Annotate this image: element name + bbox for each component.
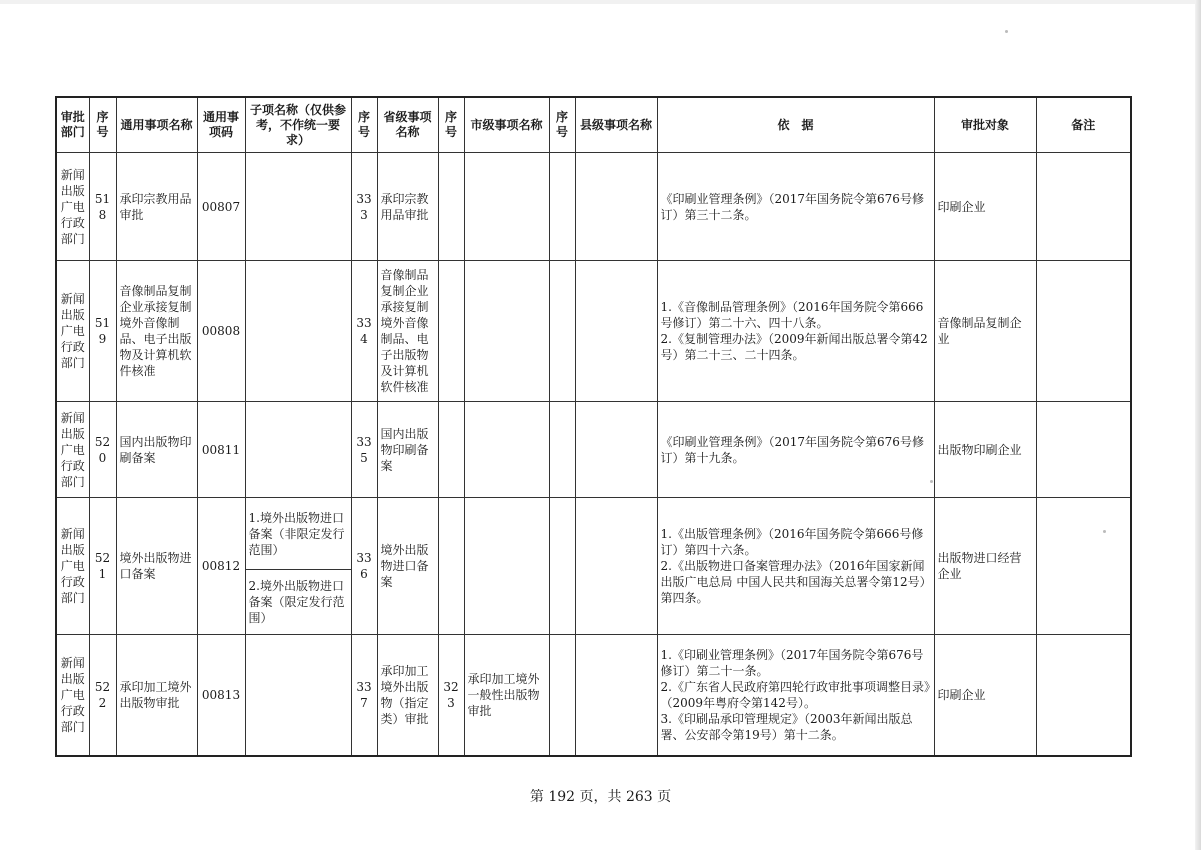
cell-prov-seq: 336	[351, 498, 377, 635]
cell-remark	[1036, 261, 1131, 402]
cell-county-seq	[549, 498, 575, 635]
header-county-seq: 序号	[549, 97, 575, 153]
cell-county-name	[575, 635, 657, 756]
basis-line: 1.《音像制品管理条例》（2016年国务院令第666号修订）第二十六、四十八条。	[660, 300, 924, 330]
cell-sub-name	[245, 635, 351, 756]
cell-item-name: 承印加工境外出版物审批	[116, 635, 197, 756]
cell-item-code: 00807	[197, 153, 245, 261]
cell-sub-name	[245, 153, 351, 261]
cell-dept: 新闻出版广电行政部门	[56, 261, 89, 402]
cell-basis	[657, 153, 934, 261]
cell-city-name	[464, 402, 549, 498]
cell-county-name	[575, 153, 657, 261]
cell-seq: 519	[89, 261, 116, 402]
cell-remark	[1036, 498, 1131, 635]
cell-prov-name: 音像制品复制企业承接复制境外音像制品、电子出版物及计算机软件核准	[377, 261, 438, 402]
cell-basis	[657, 402, 934, 498]
cell-sub-name: 1.境外出版物进口备案（非限定发行范围）	[245, 498, 351, 570]
cell-city-name	[464, 498, 549, 635]
cell-remark	[1036, 153, 1131, 261]
cell-remark	[1036, 402, 1131, 498]
page-number: 第 192 页，共 263 页	[529, 789, 672, 805]
cell-prov-name: 承印加工境外出版物（指定类）审批	[377, 635, 438, 756]
basis-line: 2.《复制管理办法》（2009年新闻出版总署令第42号）第二十三、二十四条。	[660, 332, 928, 362]
cell-prov-seq: 334	[351, 261, 377, 402]
cell-item-code: 00813	[197, 635, 245, 756]
cell-sub-name	[245, 261, 351, 402]
cell-item-name: 音像制品复制企业承接复制境外音像制品、电子出版物及计算机软件核准	[116, 261, 197, 402]
cell-remark	[1036, 635, 1131, 756]
header-seq: 序号	[89, 97, 116, 153]
page-right-edge	[1195, 0, 1201, 850]
table-row	[56, 153, 1131, 261]
cell-city-name	[464, 261, 549, 402]
cell-county-seq	[549, 635, 575, 756]
cell-city-seq	[438, 153, 464, 261]
cell-seq: 521	[89, 498, 116, 635]
table-row	[56, 498, 1131, 570]
cell-target: 印刷企业	[934, 153, 1036, 261]
cell-city-name: 承印加工境外一般性出版物审批	[464, 635, 549, 756]
header-sub-name: 子项名称（仅供参考，不作统一要求）	[245, 97, 351, 153]
cell-county-seq	[549, 261, 575, 402]
cell-item-name: 承印宗教用品审批	[116, 153, 197, 261]
cell-prov-seq: 337	[351, 635, 377, 756]
cell-city-seq	[438, 261, 464, 402]
cell-seq: 518	[89, 153, 116, 261]
header-dept: 审批部门	[56, 97, 89, 153]
table-header-row	[56, 97, 1131, 153]
cell-item-code: 00808	[197, 261, 245, 402]
basis-line: 《印刷业管理条例》（2017年国务院令第676号修订）第十九条。	[660, 434, 924, 465]
cell-sub-name: 2.境外出版物进口备案（限定发行范围）	[245, 570, 351, 635]
cell-county-name	[575, 402, 657, 498]
cell-county-name	[575, 498, 657, 635]
cell-dept: 新闻出版广电行政部门	[56, 635, 89, 756]
header-city-seq: 序号	[438, 97, 464, 153]
header-target: 审批对象	[934, 97, 1036, 153]
cell-city-name	[464, 153, 549, 261]
cell-seq: 522	[89, 635, 116, 756]
header-basis: 依 据	[657, 97, 934, 153]
basis-line: 3.《印刷品承印管理规定》（2003年新闻出版总署、公安部令第19号）第十二条。	[660, 711, 913, 742]
cell-target: 印刷企业	[934, 635, 1036, 756]
basis-line: 1.《出版管理条例》（2016年国务院令第666号修订）第四十六条。	[660, 527, 924, 557]
cell-dept: 新闻出版广电行政部门	[56, 402, 89, 498]
header-item-name: 通用事项名称	[116, 97, 197, 153]
cell-target: 音像制品复制企业	[934, 261, 1036, 402]
cell-prov-seq: 335	[351, 402, 377, 498]
cell-basis	[657, 261, 934, 402]
cell-county-seq	[549, 153, 575, 261]
cell-target: 出版物进口经营企业	[934, 498, 1036, 635]
cell-seq: 520	[89, 402, 116, 498]
cell-item-name: 国内出版物印刷备案	[116, 402, 197, 498]
table-row	[56, 402, 1131, 498]
basis-line: 《印刷业管理条例》（2017年国务院令第676号修订）第三十二条。	[660, 191, 924, 222]
cell-city-seq: 323	[438, 635, 464, 756]
cell-dept: 新闻出版广电行政部门	[56, 153, 89, 261]
scan-speck	[1005, 30, 1008, 33]
cell-basis	[657, 498, 934, 635]
cell-city-seq	[438, 402, 464, 498]
cell-item-code: 00812	[197, 498, 245, 635]
cell-basis	[657, 635, 934, 756]
cell-prov-name: 承印宗教用品审批	[377, 153, 438, 261]
cell-prov-name: 国内出版物印刷备案	[377, 402, 438, 498]
cell-item-name: 境外出版物进口备案	[116, 498, 197, 635]
cell-county-seq	[549, 402, 575, 498]
cell-county-name	[575, 261, 657, 402]
cell-prov-seq: 333	[351, 153, 377, 261]
header-prov-seq: 序号	[351, 97, 377, 153]
table-row	[56, 261, 1131, 402]
cell-dept: 新闻出版广电行政部门	[56, 498, 89, 635]
header-county-name: 县级事项名称	[575, 97, 657, 153]
page-top-edge	[0, 0, 1201, 4]
table-row	[56, 635, 1131, 756]
header-remark: 备注	[1036, 97, 1131, 153]
header-city-name: 市级事项名称	[464, 97, 549, 153]
basis-line: 2.《出版物进口备案管理办法》（2016年国家新闻出版广电总局 中国人民共和国海关总署令第12号）第四条。	[660, 559, 926, 605]
basis-line: 2.《广东省人民政府第四轮行政审批事项调整目录》（2009年粤府令第142号）。	[660, 679, 930, 710]
header-item-code: 通用事项码	[197, 97, 245, 153]
cell-target: 出版物印刷企业	[934, 402, 1036, 498]
cell-item-code: 00811	[197, 402, 245, 498]
cell-prov-name: 境外出版物进口备案	[377, 498, 438, 635]
cell-sub-name	[245, 402, 351, 498]
basis-line: 1.《印刷业管理条例》（2017年国务院令第676号修订）第二十一条。	[660, 647, 924, 678]
header-prov-name: 省级事项名称	[377, 97, 438, 153]
approval-items-table	[55, 96, 1132, 757]
cell-city-seq	[438, 498, 464, 635]
